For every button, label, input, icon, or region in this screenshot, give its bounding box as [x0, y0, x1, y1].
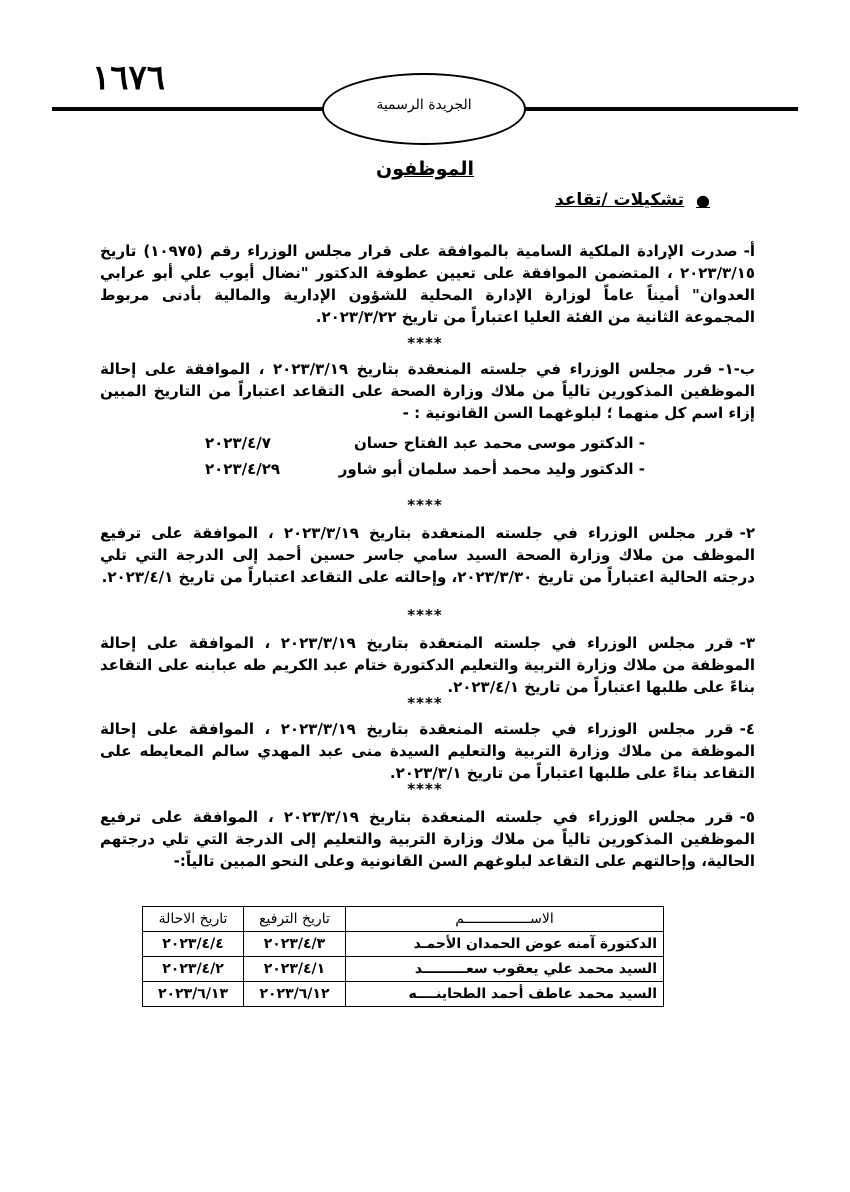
paragraph-text: قرر مجلس الوزراء في جلسته المنعقدة بتاريخ ٢٠٢٣/٣/١٩ ، الموافقة على إحالة الموظفة من ملاك وزارة التربية والتعليم السيدة منى عبد المهدي سالم المعايطه على التقاعد بناءً على طلبها اعتباراً من تاريخ ٢٠٢٣/٣/١. [100, 720, 755, 782]
paragraph-4 [100, 718, 755, 784]
paragraph-text: قرر مجلس الوزراء في جلسته المنعقدة بتاريخ ٢٠٢٣/٣/١٩ ، الموافقة على إحالة الموظفين المذكورين تالياً من ملاك وزارة الصحة على التقاعد اعتباراً من التاريخ المبين إزاء اسم كل منهما ؛ لبلوغهما السن القانونية : - [100, 360, 755, 422]
paragraph-3 [100, 632, 755, 698]
section-title: الموظفون [376, 158, 474, 180]
separator: **** [407, 334, 443, 352]
employee-name: السيد محمد علي يعقوب سعـــــــــد [345, 957, 663, 982]
paragraph-text: قرر مجلس الوزراء في جلسته المنعقدة بتاريخ ٢٠٢٣/٣/١٩ ، الموافقة على ترفيع الموظف من ملاك وزارة الصحة السيد سامي جاسر حسين أحمد إلى الدرجة التي تلي درجته الحالية اعتباراً من تاريخ ٢٠٢٣/٣/٣٠، وإحالته على التقاعد اعتباراً من تاريخ ٢٠٢٣/٤/١. [100, 524, 755, 586]
paragraph-marker: أ- [743, 242, 756, 260]
promotion-date: ٢٠٢٣/٦/١٢ [244, 982, 346, 1007]
employee-name: - الدكتور وليد محمد أحمد سلمان أبو شاور [338, 460, 645, 478]
paragraph-text: صدرت الإرادة الملكية السامية بالموافقة على قرار مجلس الوزراء رقم (١٠٩٧٥) تاريخ ٢٠٢٣/٣/١٥ ، المتضمن الموافقة على تعيين عطوفة الدكتور "نضال أيوب علي أبو عرابي العدوان" أميناً عاماً لوزارة الإدارة المحلية للشؤون الإدارية والمالية بأدنى مربوط المجموعة الثانية من الفئة العليا اعتباراً من تاريخ ٢٠٢٣/٣/٢٢. [100, 242, 755, 326]
bullet-icon: ● [696, 190, 710, 210]
employee-name: السيد محمد عاطف أحمد الطحاينــــه [345, 982, 663, 1007]
paragraph-marker: ٣- [739, 634, 755, 652]
retirement-date: ٢٠٢٣/٤/٢ [143, 957, 244, 982]
retirement-date: ٢٠٢٣/٤/٢٩ [205, 460, 281, 478]
retirement-date: ٢٠٢٣/٤/٧ [205, 434, 271, 452]
gazette-title: الجريدة الرسمية [376, 97, 472, 113]
employee-name: الدكتورة آمنه عوض الحمدان الأحمـد [345, 932, 663, 957]
column-header-retirement-date: تاريخ الاحالة [143, 907, 244, 932]
list-item [205, 460, 645, 478]
topic-heading [555, 190, 710, 210]
paragraph-marker: ب-١- [718, 360, 755, 378]
separator: **** [407, 694, 443, 712]
gazette-title-oval [322, 73, 526, 145]
paragraph-text: قرر مجلس الوزراء في جلسته المنعقدة بتاريخ ٢٠٢٣/٣/١٩ ، الموافقة على ترفيع الموظفين المذكورين تالياً من ملاك وزارة التربية والتعليم إلى الدرجة التي تلي درجتهم الحالية، وإحالتهم على التقاعد لبلوغهم السن القانونية وعلى النحو المبين تالياً:- [100, 808, 755, 870]
retirement-table [142, 906, 664, 1007]
paragraph-marker: ٤- [739, 720, 755, 738]
separator: **** [407, 606, 443, 624]
table-header-row [143, 907, 664, 932]
table-row [143, 957, 664, 982]
paragraph-a [100, 240, 755, 328]
paragraph-b1 [100, 358, 755, 424]
paragraph-marker: ٢- [739, 524, 755, 542]
column-header-name: الاســــــــــــــــم [345, 907, 663, 932]
paragraph-5 [100, 806, 755, 872]
list-item [205, 434, 645, 452]
separator: **** [407, 496, 443, 514]
topic-label: تشكيلات /تقاعد [554, 190, 685, 210]
promotion-date: ٢٠٢٣/٤/٣ [244, 932, 346, 957]
table-row [143, 982, 664, 1007]
paragraph-marker: ٥- [739, 808, 755, 826]
paragraph-text: قرر مجلس الوزراء في جلسته المنعقدة بتاريخ ٢٠٢٣/٣/١٩ ، الموافقة على إحالة الموظفة من ملاك وزارة التربية والتعليم الدكتورة ختام عبد الكريم طه عبابنه على التقاعد بناءً على طلبها اعتباراً من تاريخ ٢٠٢٣/٤/١. [100, 634, 755, 696]
employee-name: - الدكتور موسى محمد عبد الفتاح حسان [354, 434, 645, 452]
paragraph-2 [100, 522, 755, 588]
page-number: ١٦٧٦ [92, 58, 166, 98]
table-row [143, 932, 664, 957]
retirement-date: ٢٠٢٣/٤/٤ [143, 932, 244, 957]
retirement-date: ٢٠٢٣/٦/١٣ [143, 982, 244, 1007]
promotion-date: ٢٠٢٣/٤/١ [244, 957, 346, 982]
separator: **** [407, 780, 443, 798]
column-header-promotion-date: تاريخ الترفيع [244, 907, 346, 932]
